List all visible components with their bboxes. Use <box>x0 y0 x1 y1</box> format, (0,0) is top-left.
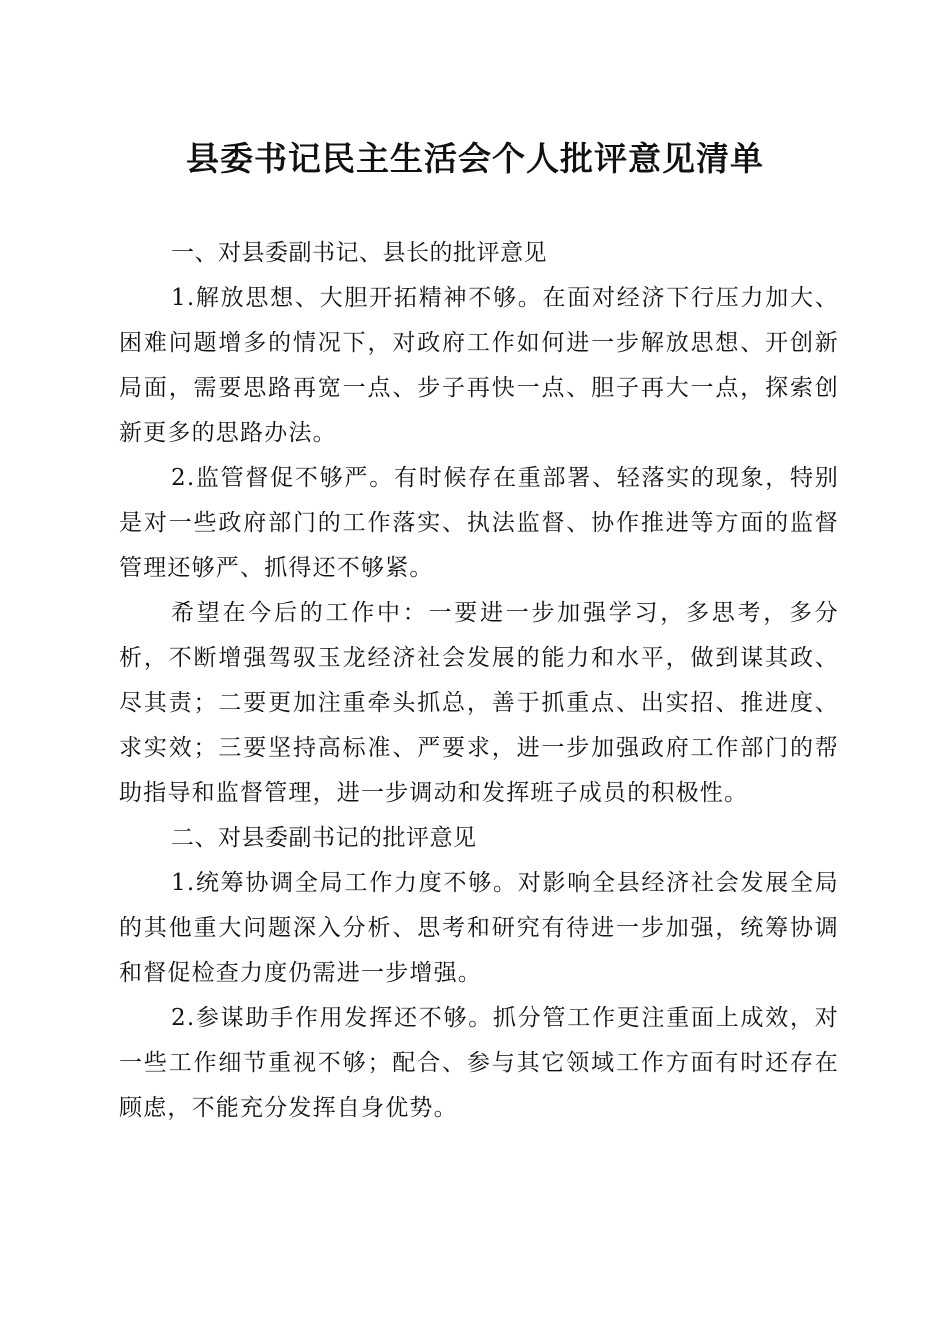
document-body <box>119 231 839 1131</box>
paragraph: 2.监管督促不够严。有时候存在重部署、轻落实的现象，特别是对一些政府部门的工作落实、执法监督、协作推进等方面的监督管理还够严、抓得还不够紧。 <box>119 465 839 581</box>
paragraph: 1.解放思想、大胆开拓精神不够。在面对经济下行压力加大、困难问题增多的情况下，对政府工作如何进一步解放思想、开创新局面，需要思路再宽一点、步子再快一点、胆子再大一点，探索创新更多的思路办法。 <box>119 285 839 446</box>
paragraph: 2.参谋助手作用发挥还不够。抓分管工作更注重面上成效，对一些工作细节重视不够；配合、参与其它领域工作方面有时还存在顾虑，不能充分发挥自身优势。 <box>119 1005 839 1121</box>
paragraph: 1.统筹协调全局工作力度不够。对影响全县经济社会发展全局的其他重大问题深入分析、思考和研究有待进一步加强，统筹协调和督促检查力度仍需进一步增强。 <box>119 870 839 986</box>
paragraph: 希望在今后的工作中：一要进一步加强学习，多思考，多分析，不断增强驾驭玉龙经济社会发展的能力和水平，做到谋其政、尽其责；二要更加注重牵头抓总，善于抓重点、出实招、推进度、求实效；三要坚持高标准、严要求，进一步加强政府工作部门的帮助指导和监督管理，进一步调动和发挥班子成员的积极性。 <box>119 600 839 806</box>
section-heading-2: 二、对县委副书记的批评意见 <box>171 825 477 851</box>
section-heading-1: 一、对县委副书记、县长的批评意见 <box>171 240 547 266</box>
document-title: 县委书记民主生活会个人批评意见清单 <box>186 139 764 178</box>
